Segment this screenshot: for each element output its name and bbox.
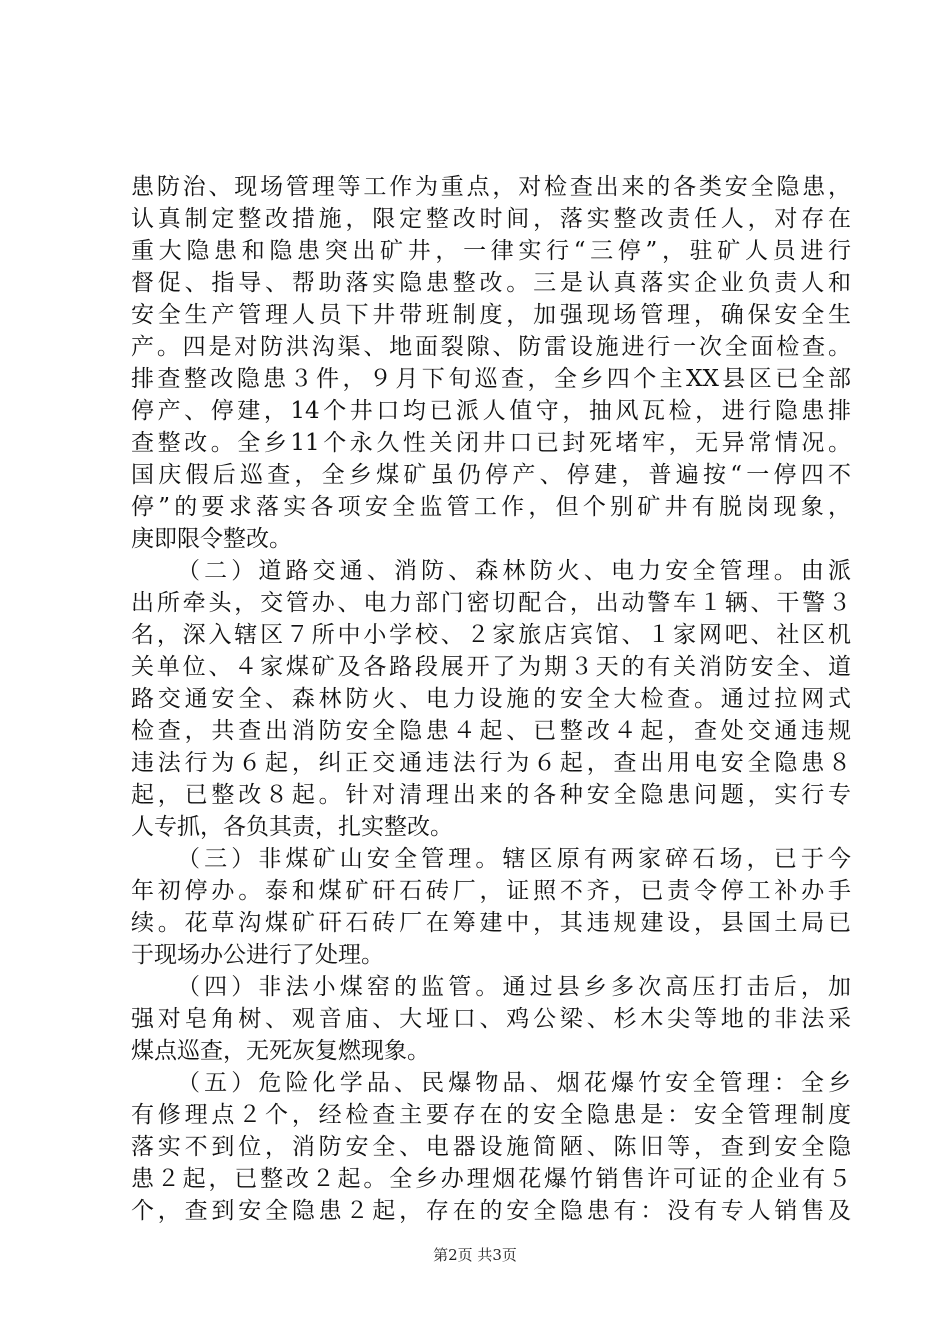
text-line: 停”的要求落实各项安全监管工作，但个别矿井有脱岗现象， — [131, 494, 851, 520]
text-line: 认真制定整改措施，限定整改时间，落实整改责任人，对存在 — [131, 206, 851, 232]
text-line: 违法行为６起，纠正交通违法行为６起，查出用电安全隐患８ — [131, 750, 851, 776]
paragraph — [131, 171, 851, 555]
text-line: 人专抓，各负其责，扎实整改。 — [131, 814, 453, 840]
text-line: （二）道路交通、消防、森林防火、电力安全管理。由派 — [177, 558, 851, 584]
text-line: 于现场办公进行了处理。 — [131, 942, 384, 968]
text-line: 患防治、现场管理等工作为重点，对检查出来的各类安全隐患， — [131, 174, 851, 200]
text-line: 出所牵头，交管办、电力部门密切配合，出动警车１辆、干警３ — [131, 590, 851, 616]
document-body — [131, 171, 851, 1227]
text-line: 路交通安全、森林防火、电力设施的安全大检查。通过拉网式 — [131, 686, 851, 712]
text-line: 安全生产管理人员下井带班制度，加强现场管理，确保安全生 — [131, 302, 851, 328]
text-line: （四）非法小煤窑的监管。通过县乡多次高压打击后，加 — [177, 974, 851, 1000]
text-line: 有修理点２个，经检查主要存在的安全隐患是：安全管理制度 — [131, 1102, 851, 1128]
paragraph — [131, 971, 851, 1067]
text-line: 督促、指导、帮助落实隐患整改。三是认真落实企业负责人和 — [131, 270, 851, 296]
text-line: 庚即限令整改。 — [131, 526, 292, 552]
text-line: 落实不到位，消防安全、电器设施简陋、陈旧等，查到安全隐 — [131, 1134, 851, 1160]
text-line: 年初停办。泰和煤矿矸石砖厂，证照不齐，已责令停工补办手 — [131, 878, 851, 904]
text-line: （五）危险化学品、民爆物品、烟花爆竹安全管理：全乡 — [177, 1070, 851, 1096]
text-line: 煤点巡查，无死灰复燃现象。 — [131, 1038, 430, 1064]
text-line: 续。花草沟煤矿矸石砖厂在筹建中，其违规建设，县国土局已 — [131, 910, 851, 936]
text-line: 检查，共查出消防安全隐患４起、已整改４起，查处交通违规 — [131, 718, 851, 744]
text-line: 停产、停建，14个井口均已派人值守，抽风瓦检，进行隐患排 — [131, 398, 851, 424]
paragraph — [131, 555, 851, 843]
page-footer: 第2页 共3页 — [433, 1246, 517, 1264]
text-line: 名，深入辖区７所中小学校、２家旅店宾馆、１家网吧、社区机 — [131, 622, 851, 648]
text-line: 起，已整改８起。针对清理出来的各种安全隐患问题，实行专 — [131, 782, 851, 808]
text-line: 查整改。全乡11个永久性关闭井口已封死堵牢，无异常情况。 — [131, 430, 851, 456]
text-line: 国庆假后巡查，全乡煤矿虽仍停产、停建，普遍按“一停四不 — [131, 462, 851, 488]
text-line: 强对皂角树、观音庙、大垭口、鸡公梁、杉木尖等地的非法采 — [131, 1006, 851, 1032]
text-line: 患２起，已整改２起。全乡办理烟花爆竹销售许可证的企业有５ — [131, 1166, 851, 1192]
text-line: 产。四是对防洪沟渠、地面裂隙、防雷设施进行一次全面检查。 — [131, 334, 851, 360]
text-line: 排查整改隐患３件，９月下旬巡查，全乡四个主XX县区已全部 — [131, 366, 851, 392]
paragraph — [131, 843, 851, 971]
text-line: （三）非煤矿山安全管理。辖区原有两家碎石场，已于今 — [177, 846, 851, 872]
text-line: 重大隐患和隐患突出矿井，一律实行“三停”，驻矿人员进行 — [131, 238, 851, 264]
text-line: 关单位、４家煤矿及各路段展开了为期３天的有关消防安全、道 — [131, 654, 851, 680]
paragraph — [131, 1067, 851, 1227]
text-line: 个，查到安全隐患２起，存在的安全隐患有：没有专人销售及 — [131, 1198, 851, 1224]
